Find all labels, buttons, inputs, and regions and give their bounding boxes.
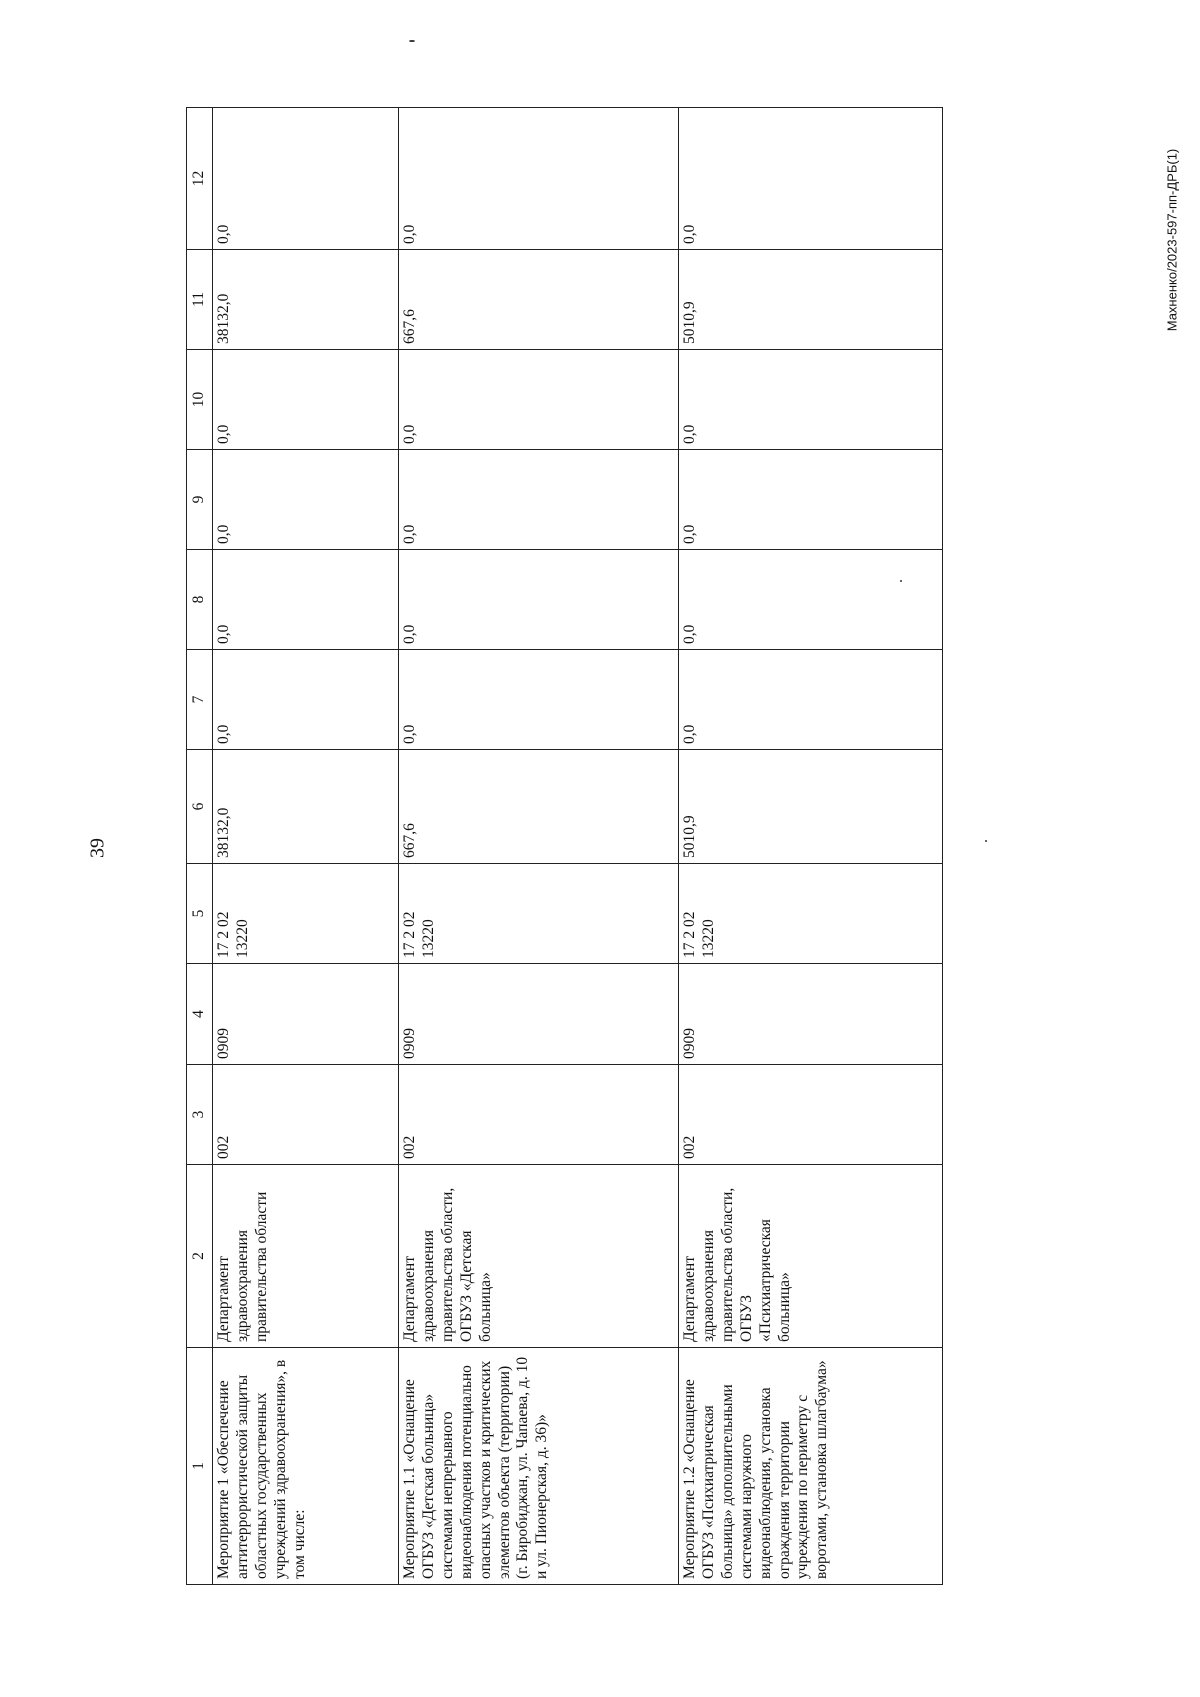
value-cell: 667,6 xyxy=(399,250,679,350)
column-header: 3 xyxy=(187,1065,213,1165)
value-cell: 0,0 xyxy=(399,650,679,750)
value-cell: 0,0 xyxy=(213,350,399,450)
event-name-cell: Мероприятие 1 «Обеспечение антитеррористической защиты областных государственных учреждений здравоохранения», в том числе: xyxy=(213,1348,399,1585)
code-cell: 0909 xyxy=(213,964,399,1065)
value-cell: 5010,9 xyxy=(679,250,943,350)
code-cell: 17 2 02 13220 xyxy=(679,864,943,964)
event-name-cell: Мероприятие 1.2 «Оснащение ОГБУЗ «Психиатрическая больница» дополнительными системами наружного видеонаблюдения, установка ограждения территории учреждения по периметру с воротами, установка шлагбаума» xyxy=(679,1348,943,1585)
value-cell: 0,0 xyxy=(679,650,943,750)
value-cell: 5010,9 xyxy=(679,750,943,864)
column-header: 6 xyxy=(187,750,213,864)
value-cell: 0,0 xyxy=(679,350,943,450)
value-cell: 0,0 xyxy=(399,350,679,450)
budget-table xyxy=(186,107,943,1585)
budget-table-frame xyxy=(186,108,942,1585)
executor-cell: Департамент здравоохранения правительства области, ОГБУЗ «Детская больница» xyxy=(399,1165,679,1348)
page-number: 39 xyxy=(86,838,109,858)
column-header: 9 xyxy=(187,450,213,550)
table-row xyxy=(679,108,943,1585)
value-cell: 38132,0 xyxy=(213,250,399,350)
value-cell: 0,0 xyxy=(679,550,943,650)
column-header: 5 xyxy=(187,864,213,964)
value-cell: 0,0 xyxy=(679,450,943,550)
value-cell: 38132,0 xyxy=(213,750,399,864)
scan-speck xyxy=(409,40,415,42)
value-cell: 0,0 xyxy=(399,108,679,250)
table-row xyxy=(213,108,399,1585)
code-cell: 002 xyxy=(679,1065,943,1165)
code-cell: 002 xyxy=(213,1065,399,1165)
scan-speck xyxy=(985,840,987,842)
column-header: 11 xyxy=(187,250,213,350)
code-cell: 17 2 02 13220 xyxy=(399,864,679,964)
column-header: 12 xyxy=(187,108,213,250)
event-name-cell: Мероприятие 1.1 «Оснащение ОГБУЗ «Детская больница» системами непрерывного видеонаблюдения потенциально опасных участков и критических элементов объекта (территории) (г. Биробиджан, ул. Чапаева, д. 10 и ул. Пионерская, д. 36)» xyxy=(399,1348,679,1585)
table-row xyxy=(399,108,679,1585)
code-cell: 0909 xyxy=(679,964,943,1065)
code-cell: 002 xyxy=(399,1065,679,1165)
executor-cell: Департамент здравоохранения правительства области xyxy=(213,1165,399,1348)
column-header: 7 xyxy=(187,650,213,750)
column-header: 2 xyxy=(187,1165,213,1348)
value-cell: 667,6 xyxy=(399,750,679,864)
value-cell: 0,0 xyxy=(213,650,399,750)
column-header: 1 xyxy=(187,1348,213,1585)
table-header-row xyxy=(187,108,213,1585)
value-cell: 0,0 xyxy=(213,550,399,650)
column-header: 10 xyxy=(187,350,213,450)
code-cell: 0909 xyxy=(399,964,679,1065)
value-cell: 0,0 xyxy=(213,108,399,250)
column-header: 4 xyxy=(187,964,213,1065)
column-header: 8 xyxy=(187,550,213,650)
document-code: Махненко/2023-597-пп-ДРБ(1) xyxy=(1164,148,1180,332)
value-cell: 0,0 xyxy=(399,450,679,550)
executor-cell: Департамент здравоохранения правительства области, ОГБУЗ «Психиатрическая больница» xyxy=(679,1165,943,1348)
value-cell: 0,0 xyxy=(399,550,679,650)
value-cell: 0,0 xyxy=(213,450,399,550)
value-cell: 0,0 xyxy=(679,108,943,250)
code-cell: 17 2 02 13220 xyxy=(213,864,399,964)
